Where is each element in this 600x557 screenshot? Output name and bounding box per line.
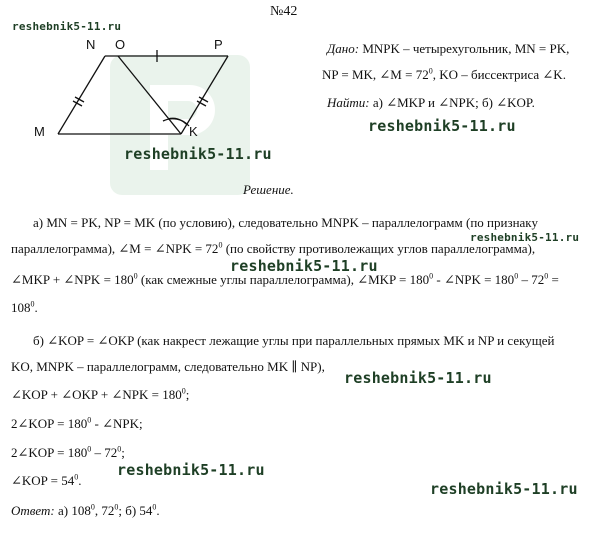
label-o: O <box>115 37 126 52</box>
watermark: reshebnik5-11.ru <box>230 257 378 275</box>
solution-a-line-4: $108^0$. <box>11 299 38 315</box>
solution-a-line-3: ∠MKP + ∠NPK = $180^0$ (как смежные углы параллелограмма), ∠MKP = $180^0$ - ∠NPK = $180^0 - 72^0$ = <box>11 271 559 287</box>
side-pk <box>181 56 228 134</box>
solution-b-line-3: ∠KOP + ∠OKP + ∠NPK = $180^0$; <box>11 386 190 402</box>
label-m: M <box>34 124 45 139</box>
label-k: K <box>189 124 198 139</box>
problem-number: №42 <box>270 4 298 19</box>
bisector-ko <box>118 56 181 134</box>
solution-a-line-1: а) MN = PK, NP = MK (по условию), следовательно MNPK – параллелограмм (по признаку <box>33 215 538 230</box>
given-line-2: NP = MK, ∠M = $72^0$, KO – биссектриса ∠K. <box>322 66 566 82</box>
answer-line: Ответ: а) $108^0$, $72^0$; б) $54^0$. <box>11 502 160 518</box>
label-p: P <box>214 37 223 52</box>
given-line-1: Дано: MNPK – четырехугольник, MN = PK, <box>327 41 570 56</box>
solution-b-line-4: 2∠KOP = $180^0$ - ∠NPK; <box>11 415 143 431</box>
parallelogram-figure <box>40 44 270 154</box>
solution-title: Решение. <box>243 182 294 197</box>
watermark: reshebnik5-11.ru <box>368 117 516 135</box>
watermark: reshebnik5-11.ru <box>344 369 492 387</box>
find-line: Найти: а) ∠MKP и ∠NPK; б) ∠KOP. <box>327 95 535 110</box>
solution-b-line-1: б) ∠KOP = ∠OKP (как накрест лежащие углы при параллельных прямых MK и NP и секущей <box>33 333 555 348</box>
watermark: reshebnik5-11.ru <box>117 461 265 479</box>
label-n: N <box>86 37 96 52</box>
watermark: reshebnik5-11.ru <box>124 145 272 163</box>
side-mn <box>58 56 105 134</box>
solution-b-line-5: 2∠KOP = $180^0 - 72^0$; <box>11 444 125 460</box>
watermark: reshebnik5-11.ru <box>430 480 578 498</box>
solution-b-line-2: KO, MNPK – параллелограмм, следовательно MK ∥ NP), <box>11 359 325 374</box>
watermark: reshebnik5-11.ru <box>12 20 122 33</box>
watermark: reshebnik5-11.ru <box>470 231 580 244</box>
solution-b-line-6: ∠KOP = $54^0$. <box>11 472 82 488</box>
solution-a-line-2: параллелограмма), ∠M = ∠NPK = $72^0$ (по свойству противолежащих углов параллелограмма), <box>11 240 536 256</box>
